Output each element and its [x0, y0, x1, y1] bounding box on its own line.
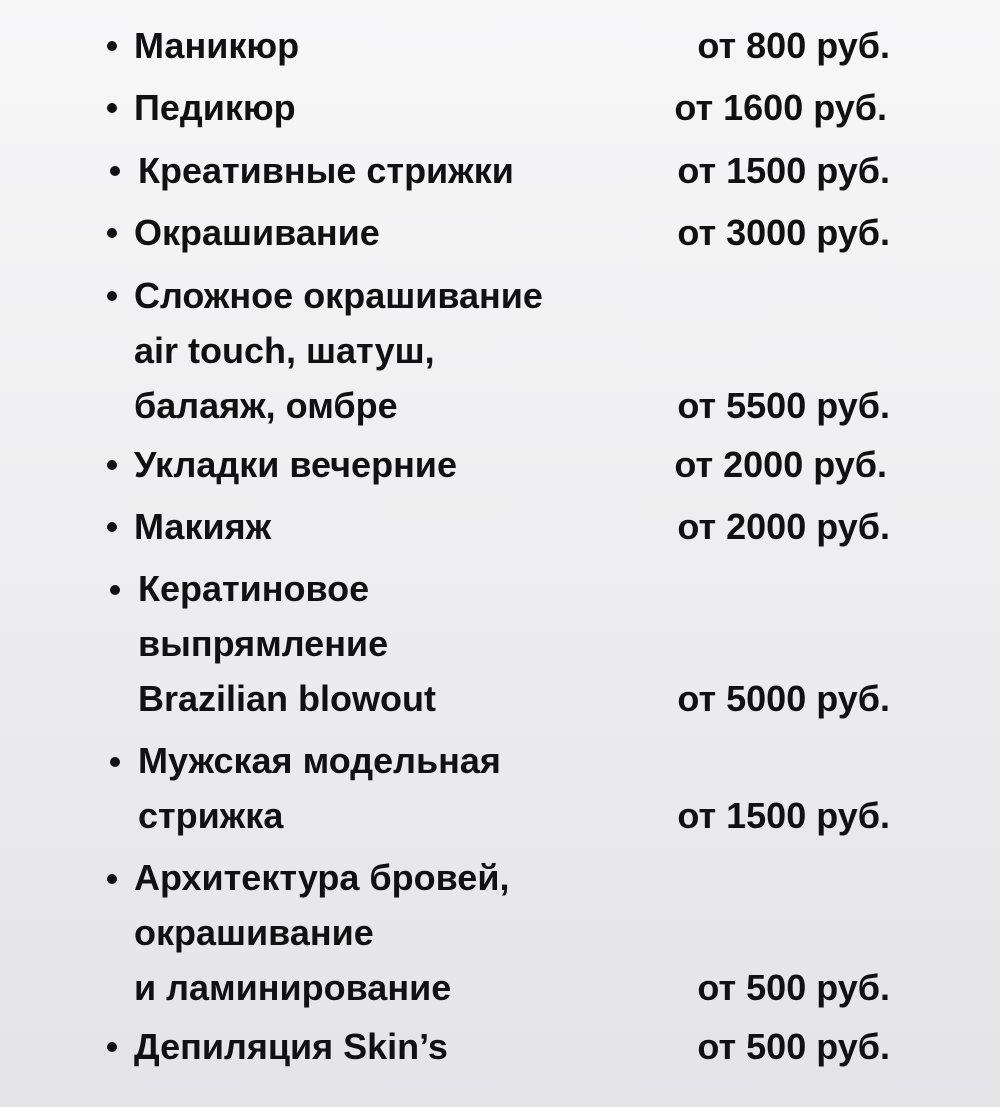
service-price: от 2000 руб.: [674, 444, 887, 485]
service-price: от 5000 руб.: [677, 678, 890, 719]
bullet-icon: [107, 291, 117, 301]
bullet-icon: [107, 103, 117, 113]
service-name: Макияж: [134, 506, 272, 547]
service-price: от 1600 руб.: [674, 87, 887, 128]
bullet-icon: [110, 166, 120, 176]
service-price: от 800 руб.: [697, 25, 890, 66]
service-name: Креативные стрижки: [138, 150, 514, 191]
bullet-icon: [110, 585, 120, 595]
service-name: Мужская модельная стрижка: [138, 740, 501, 836]
bullet-icon: [107, 522, 117, 532]
service-price: от 500 руб.: [697, 1026, 890, 1067]
bullet-icon: [107, 41, 117, 51]
service-name: Депиляция Skin’s: [134, 1026, 448, 1067]
bullet-icon: [107, 460, 117, 470]
service-price: от 1500 руб.: [677, 795, 890, 836]
bullet-icon: [107, 1042, 117, 1052]
service-price: от 5500 руб.: [677, 385, 890, 426]
service-price: от 500 руб.: [697, 967, 890, 1008]
service-price: от 2000 руб.: [677, 506, 890, 547]
service-name: Окрашивание: [134, 212, 380, 253]
service-name: Укладки вечерние: [134, 444, 457, 485]
bullet-icon: [110, 757, 120, 767]
bullet-icon: [107, 228, 117, 238]
service-name: Кератиновое выпрямление Brazilian blowout: [138, 568, 437, 719]
service-price: от 1500 руб.: [677, 150, 890, 191]
service-price: от 3000 руб.: [677, 212, 890, 253]
bullet-icon: [107, 874, 117, 884]
service-name: Маникюр: [134, 25, 300, 66]
service-name: Архитектура бровей, окрашивание и ламинирование: [134, 857, 510, 1008]
service-name: Педикюр: [134, 87, 296, 128]
service-name: Сложное окрашивание air touch, шатуш, балаяж, омбре: [134, 275, 543, 426]
